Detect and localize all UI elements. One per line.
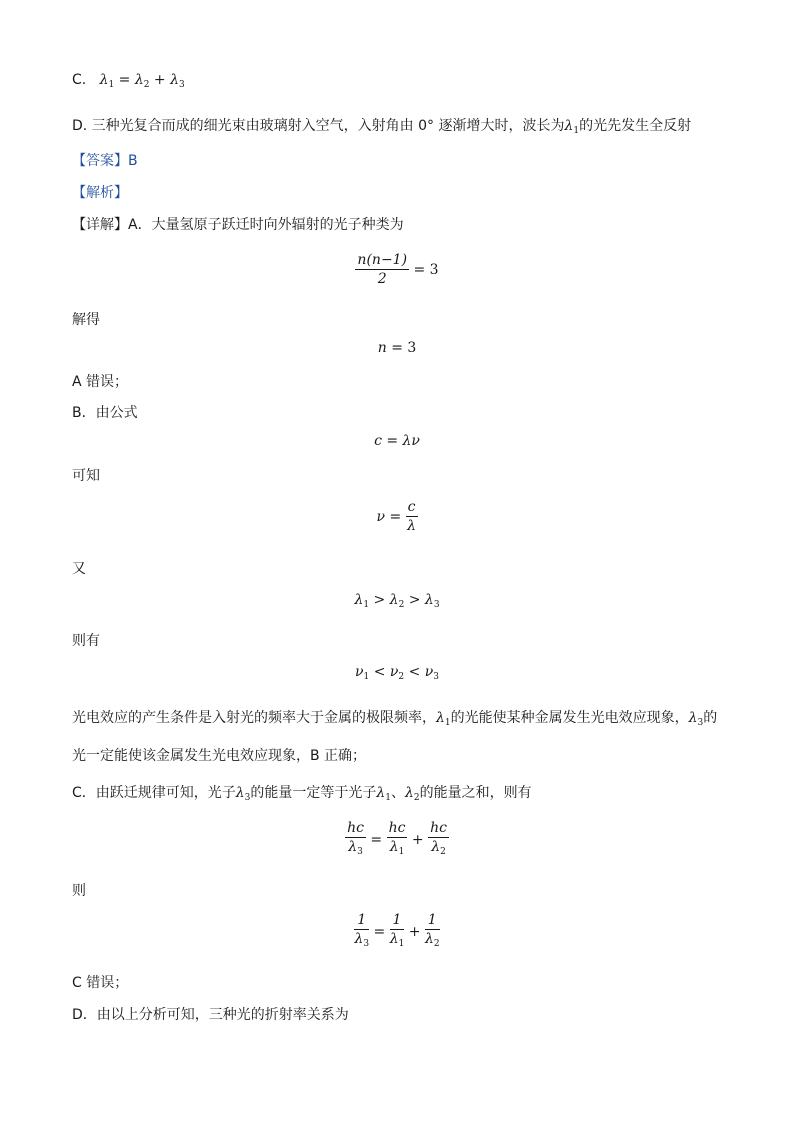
option-c-label: C.	[72, 72, 87, 88]
option-c	[72, 72, 185, 90]
formula-energy-sum: $\frac{hc}{\lambda_3}$ = $\frac{hc}{\lambda_1}$ + $\frac{hc}{\lambda_2}$	[347, 820, 447, 857]
option-d: D. 三种光复合而成的细光束由玻璃射入空气，入射角由 0° 逐渐增大时，波长为$\lambda_1$的光先发生全反射	[72, 118, 692, 136]
formula-c-lambda-nu: c = λν	[374, 433, 420, 449]
formula-nu-c-over-lambda: ν = $\frac{c}{\lambda}$	[376, 499, 417, 534]
c-text-1: C．由跃迁规律可知，光子	[72, 785, 236, 801]
photo-text-1: 光电效应的产生条件是入射光的频率大于金属的极限频率，	[72, 710, 436, 726]
detail-a: 【详解】A．大量氢原子跃迁时向外辐射的光子种类为	[72, 217, 404, 233]
c-wrong: C 错误；	[72, 975, 129, 991]
option-d-text-end: 的光先发生全反射	[579, 118, 692, 134]
analysis-heading: 【解析】	[72, 185, 128, 201]
formula-n-equals-3: n = 3	[377, 340, 417, 356]
solve-label: 解得	[72, 312, 100, 328]
answer-line: 【答案】B	[72, 153, 138, 169]
known-label: 可知	[72, 468, 100, 484]
photoelectric-line-2: 光一定能使该金属发生光电效应现象，B 正确；	[72, 748, 367, 764]
then-have-label: 则有	[72, 633, 100, 649]
photoelectric-line-1: 光电效应的产生条件是入射光的频率大于金属的极限频率，$\lambda_1$的光能使某种金属发生光电效应现象，$\lambda_3$的	[72, 710, 718, 728]
then-label: 则	[72, 883, 86, 899]
b-formula: B．由公式	[72, 405, 138, 421]
formula-n-choose-2: $\frac{n(n-1)}{2}$ = 3	[357, 252, 439, 287]
photo-text-2: 的光能使某种金属发生光电效应现象，	[450, 710, 689, 726]
c-text-2: 的能量一定等于光子	[250, 785, 377, 801]
formula-nu-order: $\nu_1 < \nu_2 < \nu_3$	[354, 664, 440, 682]
formula-reciprocal-sum: $\frac{1}{\lambda_3}$ = $\frac{1}{\lambda_1}$ + $\frac{1}{\lambda_2}$	[354, 912, 440, 949]
c-text-3: 、	[391, 785, 405, 801]
c-text-4: 的能量之和，则有	[419, 785, 532, 801]
formula-option-c: $\lambda_1 = \lambda_2 + \lambda_3$	[99, 72, 185, 90]
formula-lambda-order: $\lambda_1 > \lambda_2 > \lambda_3$	[354, 592, 440, 610]
photo-text-3: 的	[703, 710, 718, 726]
a-wrong: A 错误；	[72, 374, 129, 390]
also-label: 又	[72, 561, 86, 577]
c-energy-line: C．由跃迁规律可知，光子$\lambda_3$的能量一定等于光子$\lambda_1$、$\lambda_2$的能量之和，则有	[72, 785, 532, 803]
option-d-text: D. 三种光复合而成的细光束由玻璃射入空气，入射角由 0° 逐渐增大时，波长为	[72, 118, 565, 134]
d-line: D．由以上分析可知，三种光的折射率关系为	[72, 1007, 349, 1023]
